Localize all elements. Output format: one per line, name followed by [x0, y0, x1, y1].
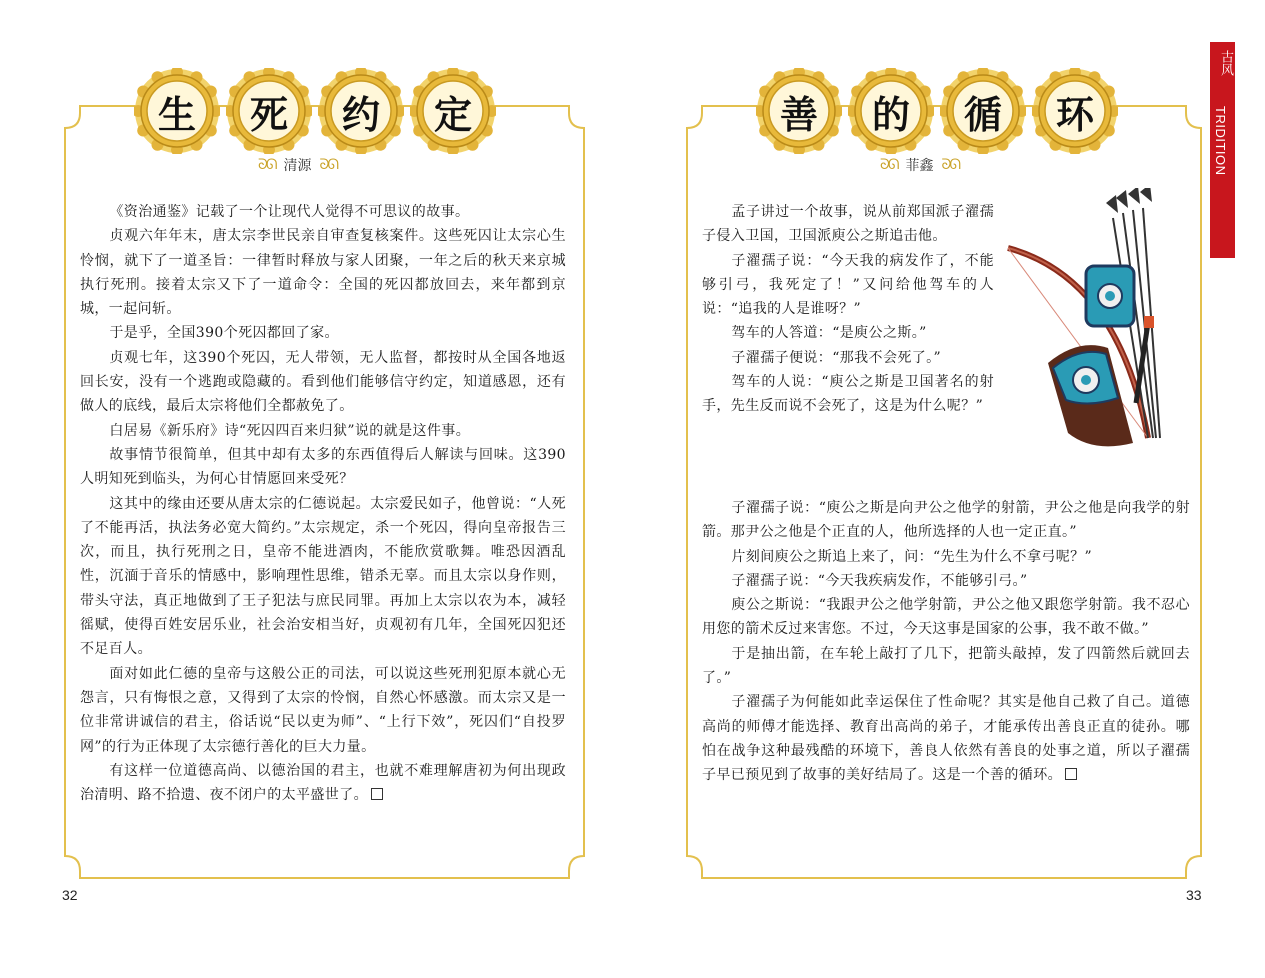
right-article-body-bottom: [702, 496, 1190, 788]
paragraph: 片刻间庾公之斯追上来了，问：“先生为什么不拿弓呢？”: [731, 548, 1093, 565]
author-name: 菲鑫: [905, 158, 934, 174]
paragraph: 庾公之斯说：“我跟尹公之他学射箭，尹公之他又跟您学射箭。我不忍心用您的箭术反过来害您。不过，今天这事是国家的公事，我不敢不做。”: [702, 597, 1190, 638]
paragraph-text: 有这样一位道德高尚、以德治国的君主，也就不难理解唐初为何出现政治清明、路不拾遗、夜不闭户的太平盛世了。: [80, 762, 566, 804]
paragraph: 于是抽出箭，在车轮上敲打了几下，把箭头敲掉，发了四箭然后就回去了。”: [702, 645, 1190, 687]
swirl-ornament-icon: ᘐᘏ: [319, 157, 337, 173]
title-char: 死: [249, 92, 288, 137]
paragraph: 故事情节很简单，但其中却有太多的东西值得后人解读与回味。这390人明知死到临头，为何心甘情愿回来受死？: [80, 446, 566, 488]
title-char: 环: [1055, 92, 1094, 137]
paragraph: 面对如此仁德的皇帝与这般公正的司法，可以说这些死刑犯原本就心无怨言，只有悔恨之意，又得到了太宗的怜悯，自然心怀感激。而太宗又是一位非常讲诚信的君主，俗话说“民以吏为师”、“上行下效”，死囚们“自投罗网”的行为正体现了太宗德行善化的巨大力量。: [80, 665, 566, 755]
paragraph: 子濯孺子便说：“那我不会死了。”: [731, 349, 942, 366]
paragraph: 贞观六年年末，唐太宗李世民亲自审查复核案件。这些死囚让太宗心生怜悯，就下了一道圣旨：一律暂时释放与家人团聚，一年之后的秋天来京城执行死刑。接着太宗又下了一道命令：全国的死囚都放回去，来年都到京城，一起问斩。: [80, 228, 566, 318]
title-medallion: [756, 68, 842, 154]
paragraph: 孟子讲过一个故事，说从前郑国派子濯孺子侵入卫国，卫国派庾公之斯追击他。: [702, 204, 994, 245]
title-medallion: [410, 68, 496, 154]
paragraph: 于是乎，全国390个死囚都回了家。: [109, 325, 339, 342]
right-author: [880, 155, 959, 175]
left-page: [0, 0, 632, 978]
left-author: [258, 155, 337, 175]
section-tab-en: TRIDITION: [1213, 106, 1228, 176]
paragraph: 子濯孺子说：“今天我疾病发作，不能够引弓。”: [731, 572, 1028, 589]
right-article-body-top: [702, 200, 994, 419]
paragraph: 这其中的缘由还要从唐太宗的仁德说起。太宗爱民如子，他曾说：“人死了不能再活，执法务必宽大简约。”太宗规定，杀一个死囚，得向皇帝报告三次，而且，执行死刑之日，皇帝不能进酒肉，不能欣赏歌舞。唯恐因酒乱性，沉湎于音乐的情感中，影响理性思维，错杀无辜。而且太宗以身作则，带头守法，真正地做到了王子犯法与庶民同罪。再加上太宗以农为本，减轻徭赋，使得百姓安居乐业，社会治安相当好，贞观初有几年，全国死囚犯还不足百人。: [80, 495, 566, 658]
paragraph: 子濯孺子说：“今天我的病发作了，不能够引弓，我死定了！”又问给他驾车的人说：“追我的人是谁呀？”: [702, 252, 994, 318]
end-mark-icon: [1065, 768, 1077, 780]
swirl-ornament-icon: ᘐᘏ: [880, 157, 898, 173]
left-article-body: [80, 200, 566, 807]
title-medallion: [940, 68, 1026, 154]
author-name: 清源: [283, 158, 312, 174]
title-char: 约: [341, 92, 380, 137]
title-medallion: [134, 68, 220, 154]
paragraph: 贞观七年，这390个死囚，无人带领，无人监督，都按时从全国各地返回长安，没有一个逃跑或隐藏的。看到他们能够信守约定，知道感恩，还有做人的底线，最后太宗将他们全都赦免了。: [80, 349, 566, 415]
swirl-ornament-icon: ᘐᘏ: [941, 157, 959, 173]
left-title: [134, 68, 496, 154]
title-char: 善: [779, 92, 818, 137]
paragraph: [702, 690, 1190, 787]
swirl-ornament-icon: ᘐᘏ: [258, 157, 276, 173]
section-tab-cn: 古风: [1218, 50, 1233, 76]
title-char: 循: [963, 92, 1002, 137]
paragraph: 驾车的人答道：“是庾公之斯。”: [731, 325, 927, 342]
paragraph: 子濯孺子说：“庾公之斯是向尹公之他学的射箭，尹公之他是向我学的射箭。那尹公之他是个正直的人，他所选择的人也一定正直。”: [702, 500, 1190, 541]
right-title: [756, 68, 1118, 154]
title-char: 定: [433, 92, 472, 137]
title-char: 生: [157, 92, 196, 137]
paragraph: [80, 759, 566, 808]
bow-and-quiver-illustration: [998, 188, 1198, 460]
page-number: 33: [1186, 887, 1202, 903]
section-tab: [1210, 42, 1235, 258]
end-mark-icon: [371, 788, 383, 800]
title-medallion: [318, 68, 404, 154]
title-medallion: [1032, 68, 1118, 154]
title-medallion: [226, 68, 312, 154]
title-medallion: [848, 68, 934, 154]
right-page: [632, 0, 1265, 978]
page-number: 32: [62, 887, 78, 903]
paragraph-text: 子濯孺子为何能如此幸运保住了性命呢？其实是他自己救了自己。道德高尚的师傅才能选择、教育出高尚的弟子，才能承传出善良正直的徒孙。哪怕在战争这种最残酷的环境下，善良人依然有善良的处事之道，所以子濯孺子早已预见到了故事的美好结局了。这是一个善的循环。: [702, 694, 1190, 784]
paragraph: 《资治通鉴》记载了一个让现代人觉得不可思议的故事。: [109, 204, 470, 220]
title-char: 的: [871, 92, 910, 137]
paragraph: 白居易《新乐府》诗“死囚四百来归狱”说的就是这件事。: [109, 422, 471, 439]
paragraph: 驾车的人说：“庾公之斯是卫国著名的射手，先生反而说不会死了，这是为什么呢？”: [702, 374, 994, 415]
